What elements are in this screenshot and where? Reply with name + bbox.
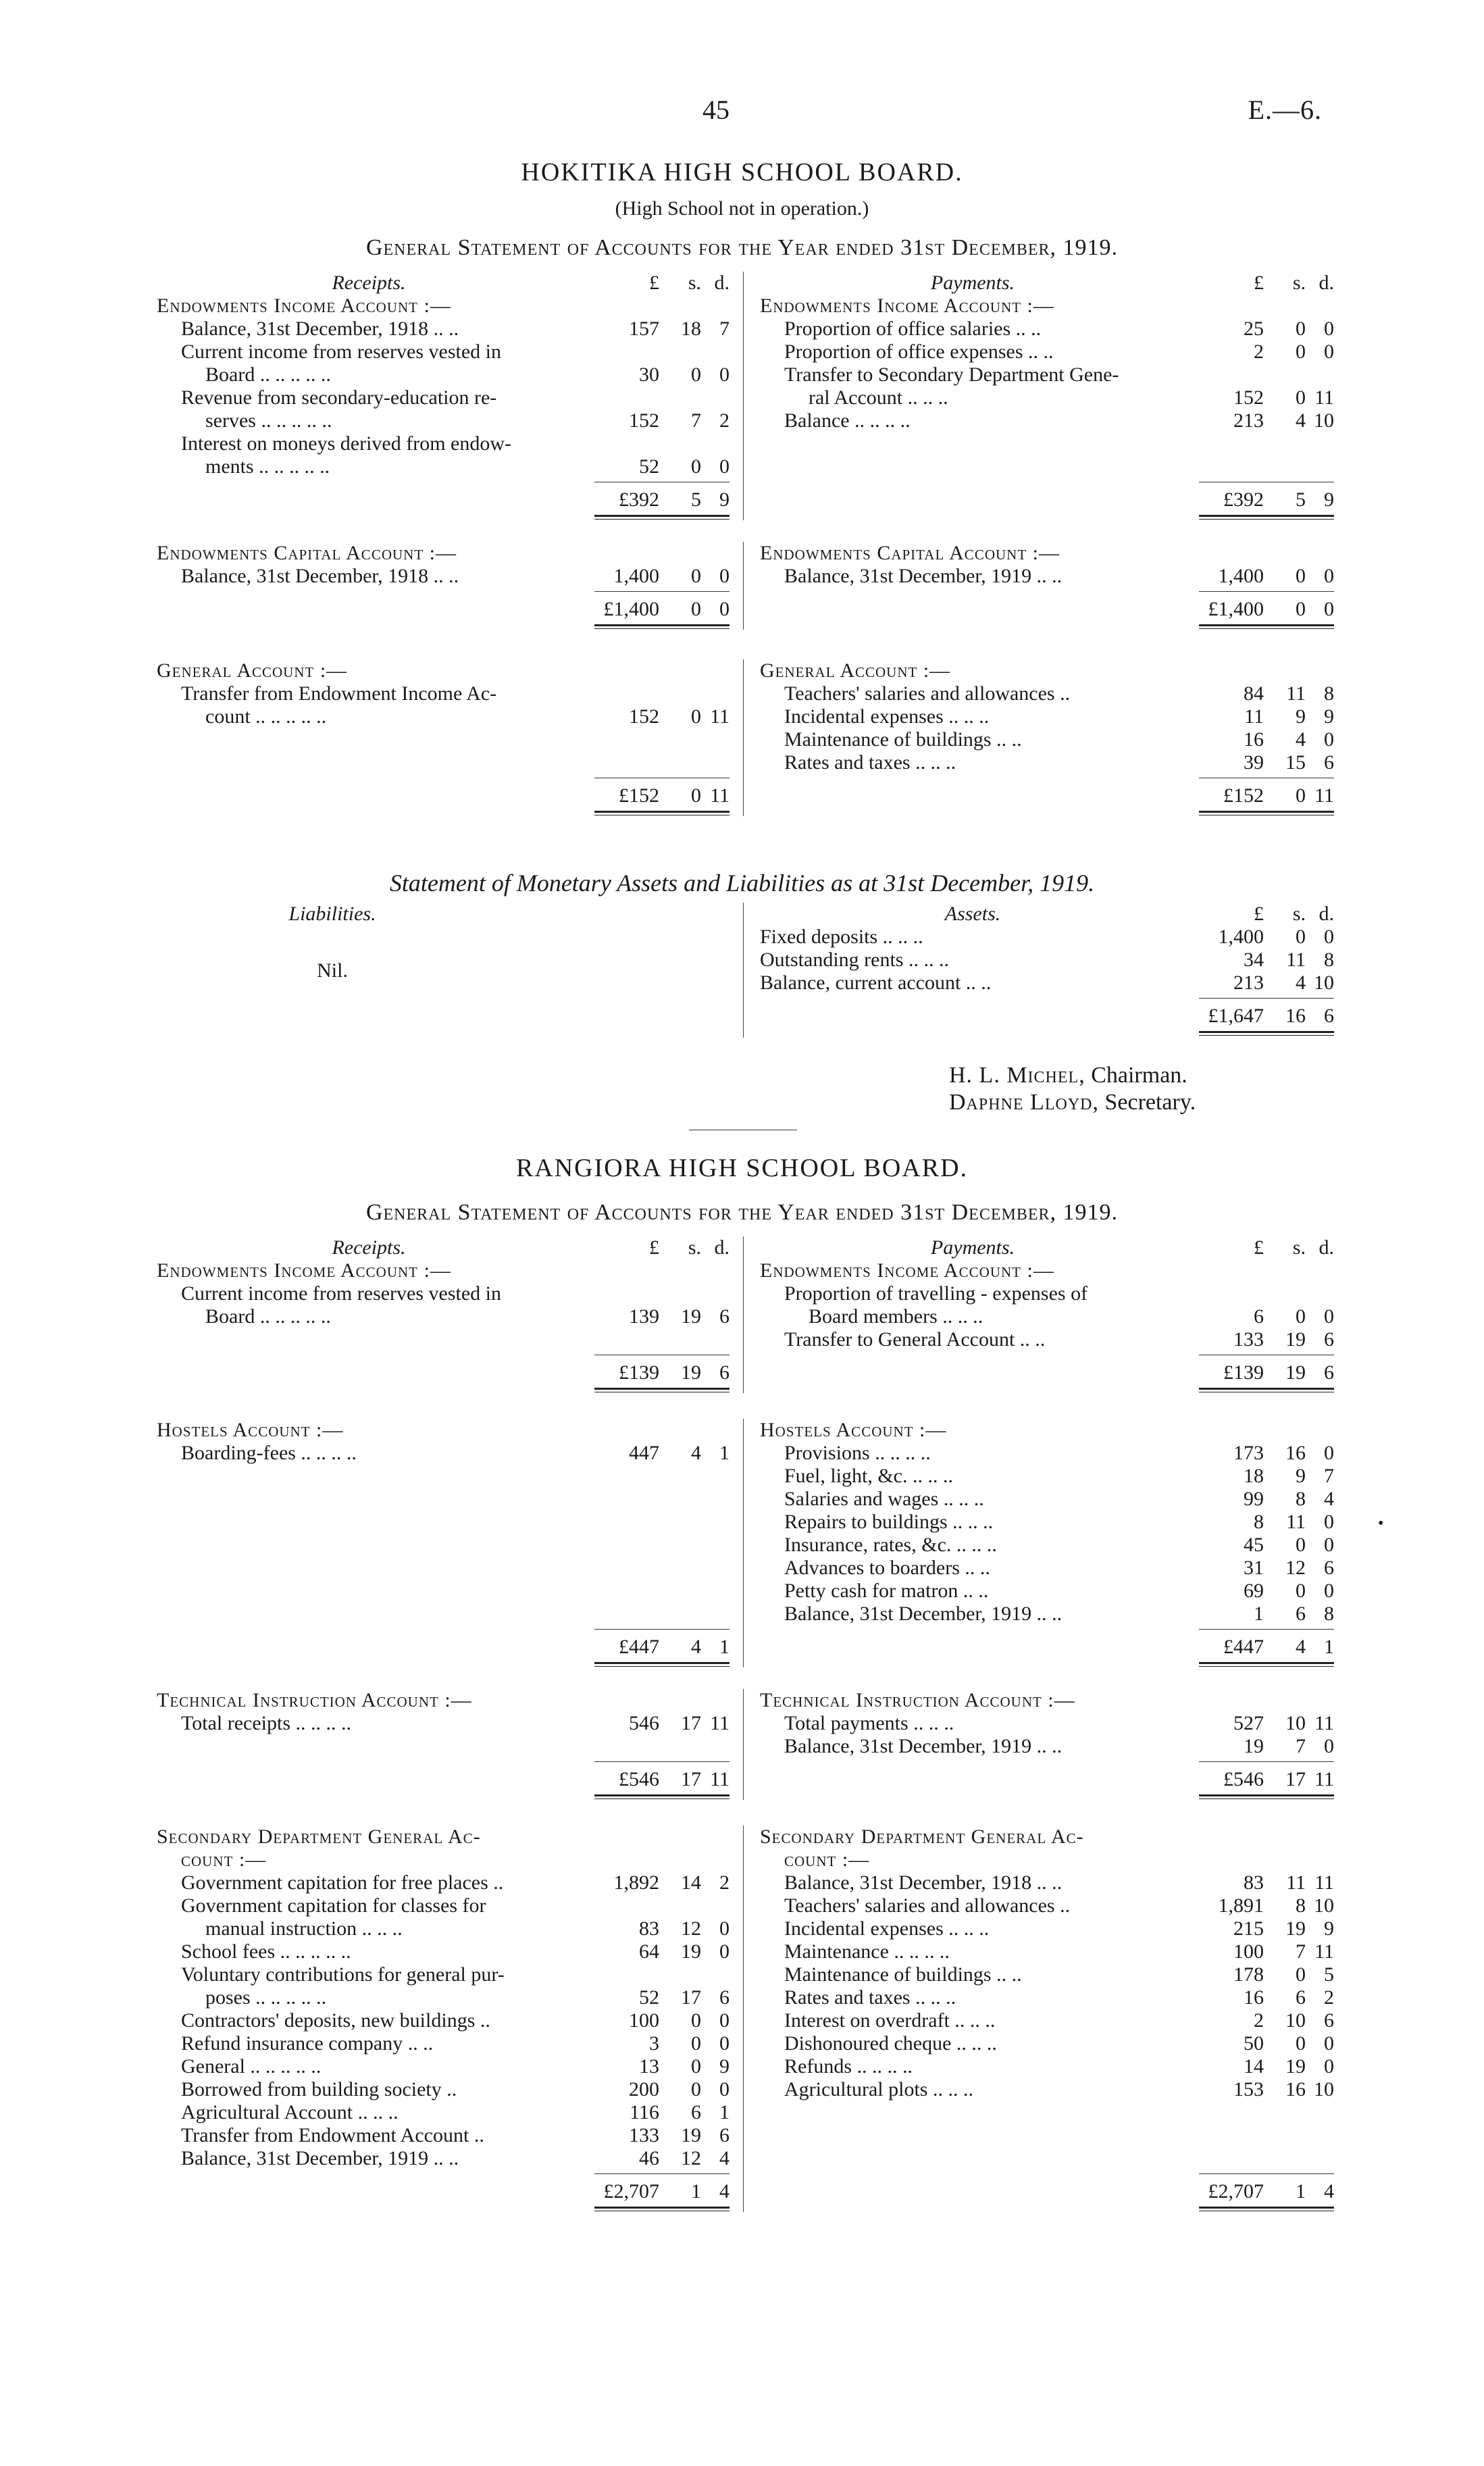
line-item: School fees .. .. .. .. .. 64 19 0	[181, 1940, 730, 1963]
account-total	[760, 2178, 1334, 2205]
payments-column	[760, 542, 1334, 630]
amount: 1,892 14 2	[613, 1871, 730, 1894]
account-heading: Endowments Income Account :—	[760, 1259, 1054, 1282]
line-item: Proportion of office expenses .. .. 2 0 0	[784, 341, 1334, 363]
line-item: Balance .. .. .. .. 213 4 10	[784, 409, 1334, 432]
account-heading: Hostels Account :—	[760, 1419, 947, 1441]
line-item: Rates and taxes .. .. .. 39 15 6	[784, 751, 1334, 774]
asset-item: Outstanding rents .. .. .. 34 11 8	[760, 949, 1334, 971]
line-item: count .. .. .. .. .. 152 0 11	[205, 705, 730, 728]
amount: £2,707 1 4	[603, 2180, 730, 2203]
amount: 11 9 9	[1244, 705, 1334, 728]
account-total	[760, 596, 1334, 623]
line-item: poses .. .. .. .. .. 52 17 6	[205, 1986, 730, 2009]
line-item: Salaries and wages .. .. .. 99 8 4	[784, 1488, 1334, 1510]
line-item: Transfer from Endowment Account .. 133 19 6	[181, 2124, 730, 2146]
amount: 213 4 10	[1233, 972, 1334, 994]
amount: 8 11 0	[1254, 1511, 1334, 1533]
line-item: Board .. .. .. .. .. 30 0 0	[205, 363, 730, 386]
amount: 1 6 8	[1254, 1603, 1334, 1625]
amount: 39 15 6	[1244, 751, 1334, 774]
line-item: Maintenance of buildings .. .. 178 0 5	[784, 1963, 1334, 1986]
amount: 116 6 1	[630, 2101, 730, 2123]
line-item: Transfer to General Account .. .. 133 19 6	[784, 1328, 1334, 1351]
amount: 215 19 9	[1233, 1917, 1334, 1940]
rangiora-statement-title: General Statement of Accounts for the Year ended 31st December, 1919.	[365, 1200, 1119, 1225]
hokitika-statement-title: General Statement of Accounts for the Year ended 31st December, 1919.	[365, 235, 1119, 260]
line-item: Borrowed from building society .. 200 0 0	[181, 2078, 730, 2100]
amount: 100 7 11	[1233, 1940, 1334, 1963]
line-item: Petty cash for matron .. .. 69 0 0	[784, 1580, 1334, 1602]
line-item: Total payments .. .. .. 527 10 11	[784, 1712, 1334, 1734]
line-item: ments .. .. .. .. .. 52 0 0	[205, 455, 730, 478]
account-total	[157, 596, 730, 623]
account-heading: Endowments Income Account :—	[760, 295, 1054, 317]
amount: 25 0 0	[1244, 318, 1334, 340]
amount: 133 19 6	[1233, 1328, 1334, 1351]
amount: 546 17 11	[629, 1712, 730, 1734]
account-total	[157, 486, 730, 513]
account-heading: Endowments Capital Account :—	[760, 542, 1060, 564]
amount: 83 11 11	[1244, 1871, 1334, 1894]
receipts-column	[157, 542, 730, 630]
payments-column	[760, 1419, 1334, 1667]
line-item: Board members .. .. .. 6 0 0	[809, 1305, 1334, 1328]
amount: £1,647 16 6	[1208, 1005, 1334, 1027]
liabilities-value: Nil.	[317, 959, 348, 982]
hokitika-title: HOKITIKA HIGH SCHOOL BOARD.	[521, 158, 963, 186]
payments-column-header: Payments. £ s. d.	[930, 1236, 1334, 1259]
line-item: Rates and taxes .. .. .. 16 6 2	[784, 1986, 1334, 2009]
amount: 178 0 5	[1233, 1963, 1334, 1986]
amount: 45 0 0	[1244, 1534, 1334, 1556]
signature-block	[949, 1062, 1196, 1116]
amount: £546 17 11	[619, 1768, 730, 1790]
account-heading: Endowments Income Account :—	[157, 1259, 451, 1282]
line-item: Balance, 31st December, 1919 .. .. 19 7 0	[784, 1735, 1334, 1757]
account-total	[157, 782, 730, 809]
account-total	[760, 782, 1334, 809]
line-item: Balance, 31st December, 1919 .. .. 1 6 8	[784, 1603, 1334, 1625]
line-item: Agricultural Account .. .. .. 116 6 1	[181, 2101, 730, 2123]
account-heading: Hostels Account :—	[157, 1419, 344, 1441]
account-heading: General Account :—	[157, 659, 348, 682]
account-heading: Technical Instruction Account :—	[760, 1689, 1075, 1711]
amount: 152 7 2	[629, 409, 730, 432]
account-total	[760, 1634, 1334, 1661]
receipts-column	[157, 1419, 730, 1667]
amount: £447 4 1	[619, 1636, 730, 1658]
hokitika-note: (High School not in operation.)	[615, 197, 869, 220]
asset-item: Balance, current account .. .. 213 4 10	[760, 972, 1334, 994]
amount: 50 0 0	[1244, 2032, 1334, 2055]
line-item: serves .. .. .. .. .. 152 7 2	[205, 409, 730, 432]
line-item: Transfer from Endowment Income Ac-	[181, 682, 497, 705]
amount: 100 0 0	[629, 2009, 730, 2032]
lsd-header: £ s. d.	[1254, 903, 1334, 925]
line-item: Interest on moneys derived from endow-	[181, 432, 512, 455]
amount: 213 4 10	[1233, 409, 1334, 432]
assets-statement-title: Statement of Monetary Assets and Liabilities as at 31st December, 1919.	[389, 870, 1095, 897]
line-item: Transfer to Secondary Department Gene-	[784, 363, 1119, 386]
rangiora-title: RANGIORA HIGH SCHOOL BOARD.	[515, 1154, 969, 1182]
account-heading: Endowments Capital Account :—	[157, 542, 457, 564]
line-item: Insurance, rates, &c. .. .. .. 45 0 0	[784, 1534, 1334, 1556]
account-heading: General Account :—	[760, 659, 951, 682]
line-item: Government capitation for free places .. 1,892 14 2	[181, 1871, 730, 1894]
amount: 84 11 8	[1244, 682, 1334, 705]
amount: 139 19 6	[629, 1305, 730, 1328]
line-item: Incidental expenses .. .. .. 11 9 9	[784, 705, 1334, 728]
amount: 14 19 0	[1244, 2055, 1334, 2078]
payments-column	[760, 1236, 1334, 1393]
payments-column	[760, 659, 1334, 816]
amount: 69 0 0	[1244, 1580, 1334, 1602]
amount: 157 18 7	[629, 318, 730, 340]
amount: £139 19 6	[1223, 1361, 1334, 1384]
account-heading: Secondary Department General Ac-	[157, 1826, 481, 1848]
account-total	[157, 1634, 730, 1661]
line-item: Dishonoured cheque .. .. .. 50 0 0	[784, 2032, 1334, 2055]
amount: 173 16 0	[1233, 1442, 1334, 1464]
account-total	[760, 1359, 1334, 1386]
amount: 3 0 0	[649, 2032, 730, 2055]
line-item: Interest on overdraft .. .. .. 2 10 6	[784, 2009, 1334, 2032]
amount: 83 12 0	[639, 1917, 730, 1940]
amount: 31 12 6	[1244, 1557, 1334, 1579]
account-heading: count :—	[784, 1848, 870, 1871]
amount: £1,400 0 0	[1208, 598, 1334, 620]
receipts-column	[157, 272, 730, 520]
assets-label: Assets.	[944, 903, 1001, 925]
line-item: Current income from reserves vested in	[181, 341, 502, 363]
amount: 1,400 0 0	[1218, 926, 1334, 948]
line-item: Refund insurance company .. .. 3 0 0	[181, 2032, 730, 2055]
page-number: 45	[702, 95, 730, 125]
line-item: manual instruction .. .. .. 83 12 0	[205, 1917, 730, 1940]
receipts-column-header: Receipts. £ s. d.	[332, 272, 730, 294]
line-item: Current income from reserves vested in	[181, 1282, 502, 1305]
line-item: Refunds .. .. .. .. 14 19 0	[784, 2055, 1334, 2078]
amount: £392 5 9	[1223, 488, 1334, 511]
amount: 153 16 10	[1233, 2078, 1334, 2100]
line-item: Balance, 31st December, 1918 .. .. 83 11 11	[784, 1871, 1334, 1894]
line-item: Agricultural plots .. .. .. 153 16 10	[784, 2078, 1334, 2100]
amount: 16 6 2	[1244, 1986, 1334, 2009]
amount: £2,707 1 4	[1208, 2180, 1334, 2203]
amount: 1,891 8 10	[1218, 1894, 1334, 1917]
assets-total	[760, 1003, 1334, 1030]
receipts-column	[157, 659, 730, 816]
payments-column	[760, 1826, 1334, 2212]
amount: 2 10 6	[1254, 2009, 1334, 2032]
line-item: Teachers' salaries and allowances .. 1,891 8 10	[784, 1894, 1334, 1917]
line-item: Contractors' deposits, new buildings .. 100 0 0	[181, 2009, 730, 2032]
amount: £447 4 1	[1223, 1636, 1334, 1658]
page-reference: E.—6.	[1248, 95, 1322, 125]
line-item: Boarding-fees .. .. .. .. 447 4 1	[181, 1442, 730, 1464]
account-heading: Secondary Department General Ac-	[760, 1826, 1084, 1848]
line-item: Balance, 31st December, 1919 .. .. 46 12 4	[181, 2147, 730, 2169]
amount: 99 8 4	[1244, 1488, 1334, 1510]
line-item: Maintenance of buildings .. .. 16 4 0	[784, 728, 1334, 751]
amount: 13 0 9	[639, 2055, 730, 2078]
amount: 447 4 1	[629, 1442, 730, 1464]
amount: 34 11 8	[1244, 949, 1334, 971]
amount: 64 19 0	[639, 1940, 730, 1963]
account-heading: count :—	[181, 1848, 267, 1871]
payments-column-header: Payments. £ s. d.	[930, 272, 1334, 294]
amount: £1,400 0 0	[603, 598, 730, 620]
signature-secretary: Daphne Lloyd, Secretary.	[949, 1090, 1196, 1115]
line-item: Revenue from secondary-education re-	[181, 386, 497, 409]
amount: 527 10 11	[1233, 1712, 1334, 1734]
line-item: Repairs to buildings .. .. .. 8 11 0	[784, 1511, 1334, 1533]
amount: 46 12 4	[639, 2147, 730, 2169]
amount: 1,400 0 0	[613, 565, 730, 587]
payments-column	[760, 1689, 1334, 1800]
receipts-column	[157, 1689, 730, 1800]
receipts-column-header: Receipts. £ s. d.	[332, 1236, 730, 1259]
line-item: Teachers' salaries and allowances .. 84 11 8	[784, 682, 1334, 705]
margin-mark: •	[1378, 1515, 1384, 1532]
line-item: ral Account .. .. .. 152 0 11	[809, 386, 1334, 409]
line-item: Balance, 31st December, 1918 .. .. 157 18 7	[181, 318, 730, 340]
amount: 30 0 0	[639, 363, 730, 386]
account-total	[760, 486, 1334, 513]
line-item: Proportion of travelling - expenses of	[784, 1282, 1088, 1305]
account-heading: Endowments Income Account :—	[157, 295, 451, 317]
line-item: Advances to boarders .. .. 31 12 6	[784, 1557, 1334, 1579]
amount: 6 0 0	[1254, 1305, 1334, 1328]
line-item: Fuel, light, &c. .. .. .. 18 9 7	[784, 1465, 1334, 1487]
account-total	[157, 1766, 730, 1793]
line-item: Balance, 31st December, 1918 .. .. 1,400 0 0	[181, 565, 730, 587]
receipts-column	[157, 1236, 730, 1393]
amount: 52 17 6	[639, 1986, 730, 2009]
line-item: Government capitation for classes for	[181, 1894, 486, 1917]
account-heading: Technical Instruction Account :—	[157, 1689, 472, 1711]
amount: 18 9 7	[1244, 1465, 1334, 1487]
payments-column	[760, 272, 1334, 520]
amount: 2 0 0	[1254, 341, 1334, 363]
account-total	[760, 1766, 1334, 1793]
line-item: Provisions .. .. .. .. 173 16 0	[784, 1442, 1334, 1464]
line-item: Total receipts .. .. .. .. 546 17 11	[181, 1712, 730, 1734]
amount: £152 0 11	[1223, 784, 1334, 807]
line-item: Balance, 31st December, 1919 .. .. 1,400 0 0	[784, 565, 1334, 587]
amount: 133 19 6	[629, 2124, 730, 2146]
receipts-column	[157, 1826, 730, 2212]
amount: 152 0 11	[1233, 386, 1334, 409]
line-item: Proportion of office salaries .. .. 25 0 0	[784, 318, 1334, 340]
asset-item: Fixed deposits .. .. .. 1,400 0 0	[760, 926, 1334, 948]
amount: 1,400 0 0	[1218, 565, 1334, 587]
line-item: General .. .. .. .. .. 13 0 9	[181, 2055, 730, 2078]
line-item: Incidental expenses .. .. .. 215 19 9	[784, 1917, 1334, 1940]
line-item: Voluntary contributions for general pur-	[181, 1963, 505, 1986]
line-item: Maintenance .. .. .. .. 100 7 11	[784, 1940, 1334, 1963]
amount: £139 19 6	[619, 1361, 730, 1384]
amount: £546 17 11	[1223, 1768, 1334, 1790]
amount: 52 0 0	[639, 455, 730, 478]
amount: 200 0 0	[629, 2078, 730, 2100]
line-item: Board .. .. .. .. .. 139 19 6	[205, 1305, 730, 1328]
account-total	[157, 2178, 730, 2205]
account-total	[157, 1359, 730, 1386]
amount: £152 0 11	[619, 784, 730, 807]
liabilities-label: Liabilities.	[288, 903, 376, 925]
amount: 19 7 0	[1244, 1735, 1334, 1757]
signature-chairman: H. L. Michel, Chairman.	[949, 1063, 1187, 1088]
amount: 152 0 11	[629, 705, 730, 728]
amount: £392 5 9	[619, 488, 730, 511]
amount: 16 4 0	[1244, 728, 1334, 751]
